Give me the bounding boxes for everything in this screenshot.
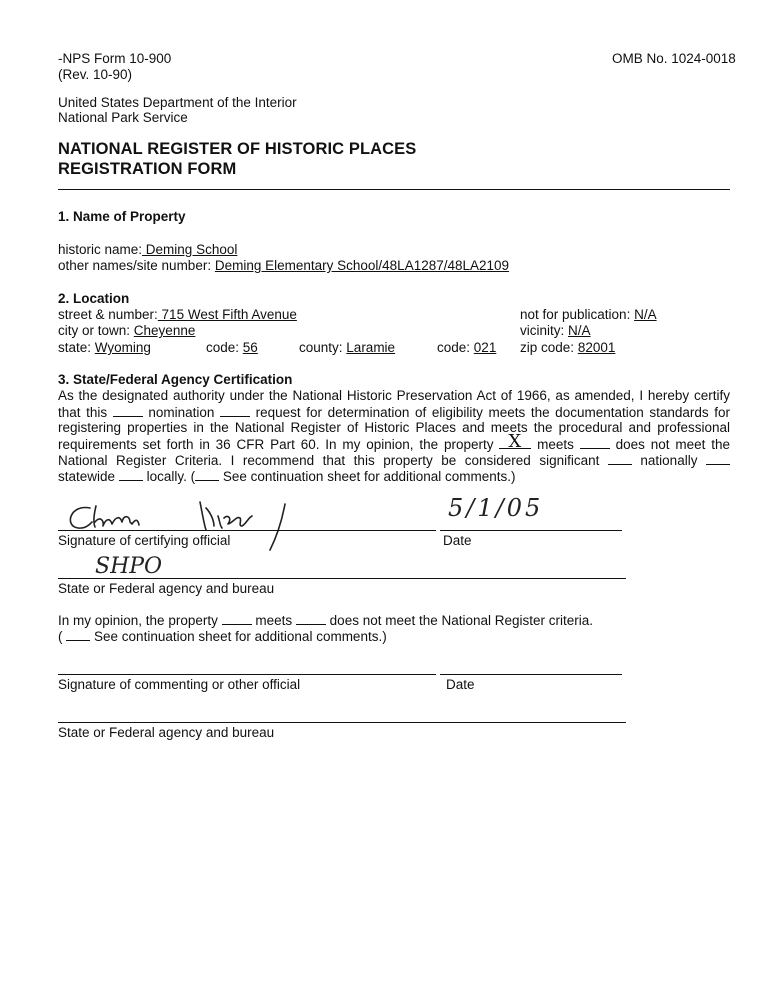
opinion-meets-blank[interactable] [222,612,252,625]
county-code-value: 021 [473,340,497,355]
zip-value: 82001 [577,340,616,355]
meets-blank-checked[interactable] [499,431,531,452]
county-value: Laramie [346,340,396,355]
form-number: -NPS Form 10-900 [58,51,172,66]
certification-line-5 [58,452,730,468]
historic-name-label: historic name: [58,242,143,257]
certification-line-1 [58,388,730,403]
county-row [299,340,395,355]
certification-text-4a: requirements set forth in 36 CFR Part 60. In my opinion, the property [58,437,494,452]
opinion-text-1c: does not meet the National Register criteria. [329,613,594,628]
certification-line-6 [58,468,516,484]
opinion-line-1 [58,612,593,628]
city-row [58,323,195,338]
form-revision: (Rev. 10-90) [58,67,133,82]
zip-row [520,340,615,355]
zip-label: zip code: [520,340,575,355]
certification-text-4b: meets [537,437,574,452]
agency-name: National Park Service [58,110,188,125]
nationally-blank[interactable] [706,452,730,465]
city-value: Cheyenne [133,323,196,338]
form-title-line-1: NATIONAL REGISTER OF HISTORIC PLACES [58,140,417,158]
county-label: county: [299,340,343,355]
request-blank[interactable] [220,404,250,417]
certification-text-4c: does not meet the [615,437,730,452]
continuation-blank[interactable] [195,468,219,481]
state-label: state: [58,340,92,355]
state-row [58,340,151,355]
opinion-text-2a: ( [58,629,63,644]
opinion-text-1a: In my opinion, the property [58,613,218,628]
vicinity-value: N/A [568,323,591,338]
certifying-agency-line [58,578,626,579]
not-for-publication-value: N/A [634,307,657,322]
certification-text-6b: locally. ( [146,469,196,484]
state-value: Wyoming [94,340,151,355]
certification-text-3: registering properties in the National Register of Historic Places and meets the procedural and professional [58,420,730,435]
title-divider [58,189,730,190]
department-name: United States Department of the Interior [58,95,297,110]
commenting-agency-label: State or Federal agency and bureau [58,725,275,740]
historic-name-value: Deming School [142,242,238,257]
signed-date-handwritten: 5/1/05 [448,494,544,522]
other-names-value: Deming Elementary School/48LA1287/48LA2109 [214,258,510,273]
commenting-date-line [440,674,622,675]
opinion-line-2 [58,628,387,644]
certification-text-5b: nationally [640,453,698,468]
vicinity-row [520,323,591,338]
not-for-publication-label: not for publication: [520,307,631,322]
section-1-heading: 1. Name of Property [58,209,186,224]
nomination-blank[interactable] [113,404,143,417]
certifying-signature-line [58,530,436,531]
certification-text-6c: See continuation sheet for additional comments.) [222,469,516,484]
certification-text-2c: request for determination of eligibility meets the documentation standards for [255,405,730,420]
certification-text-2a: that this [58,405,108,420]
agency-handwritten-shpo: SHPO [95,554,163,579]
statewide-blank[interactable] [119,468,143,481]
form-title-line-2: REGISTRATION FORM [58,160,237,178]
certification-text-6a: statewide [58,469,116,484]
street-row [58,307,297,322]
section-2-heading: 2. Location [58,291,130,306]
certification-text-1: As the designated authority under the National Historic Preservation Act of 1966, as amended, I hereby certify [58,388,730,403]
omb-number: OMB No. 1024-0018 [612,51,736,66]
certifying-date-label: Date [443,533,472,548]
street-value: 715 West Fifth Avenue [157,307,297,322]
commenting-signature-label: Signature of commenting or other official [58,677,301,692]
county-code-label: code: [437,340,471,355]
opinion-text-1b: meets [255,613,293,628]
commenting-date-label: Date [446,677,475,692]
commenting-agency-line [58,722,626,723]
certifying-signature-label: Signature of certifying official [58,533,231,548]
opinion-continuation-blank[interactable] [66,628,90,641]
vicinity-label: vicinity: [520,323,565,338]
certification-line-3 [58,420,730,435]
state-code-label: code: [206,340,240,355]
city-label: city or town: [58,323,131,338]
handwritten-x-mark: X [508,431,522,452]
does-not-meet-blank[interactable] [580,436,610,449]
certifying-date-line [440,530,622,531]
historic-name-row [58,242,237,257]
certification-line-2 [58,404,730,420]
certification-line-4 [58,431,730,452]
state-code-value: 56 [242,340,258,355]
opinion-text-2b: See continuation sheet for additional comments.) [94,629,387,644]
certification-text-5a: National Register Criteria. I recommend that this property be considered significant [58,453,600,468]
certifying-agency-label: State or Federal agency and bureau [58,581,275,596]
other-names-label: other names/site number: [58,258,212,273]
state-code-row [206,340,258,355]
opinion-does-not-meet-blank[interactable] [296,612,326,625]
county-code-row [437,340,496,355]
significant-blank[interactable] [608,452,632,465]
certification-text-2b: nomination [148,405,215,420]
not-for-publication-row [520,307,657,322]
other-names-row [58,258,509,273]
street-label: street & number: [58,307,158,322]
section-3-heading: 3. State/Federal Agency Certification [58,372,293,387]
commenting-signature-line [58,674,436,675]
